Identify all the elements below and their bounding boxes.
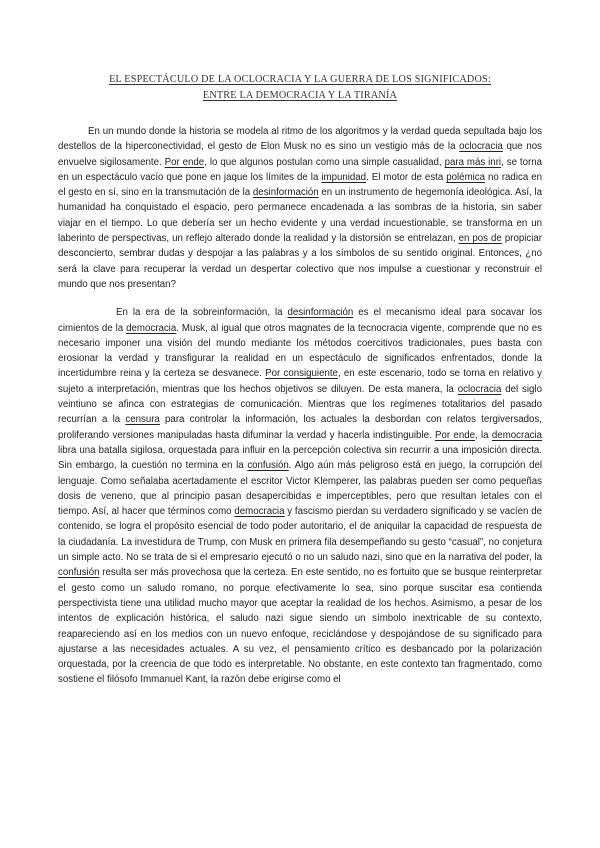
text-run: para controlar la información, los actuales la desbordan con relatos tergiversados, proliferando versiones manipuladas hasta difuminar la verdad y hacerla indistinguible. <box>58 414 542 441</box>
title-line-2: ENTRE LA DEMOCRACIA Y LA TIRANÍA <box>202 90 398 101</box>
underlined-term: desinformación <box>287 307 354 319</box>
document-title <box>60 72 540 104</box>
text-run: propiciar desconcierto, sembrar dudas y despojar a las palabras y a los símbolos de su sentido original. Entonces, ¿no será la clave para recuperar la verdad un despertar colectivo que nos impulse a cuestionar y reconstruir el mundo que nos presentan? <box>58 233 542 290</box>
text-run: En un mundo donde la historia se modela al ritmo de los algoritmos y la verdad queda sepultada bajo los destellos de la hiperconectividad, el gesto de Elon Musk no es sino un vestigio más de la <box>58 126 542 153</box>
paragraph-1 <box>58 124 542 292</box>
underlined-term: confusión <box>247 460 289 472</box>
underlined-term: Por ende <box>435 429 475 441</box>
document-body <box>58 124 542 701</box>
underlined-term: en pos de <box>458 233 502 245</box>
underlined-term: polémica <box>446 171 486 183</box>
text-run: que nos envuelve sigilosamente. <box>58 141 542 168</box>
underlined-term: confusión <box>58 567 100 579</box>
underlined-term: censura <box>125 414 160 426</box>
text-run: resulta ser más provechosa que la certeza. En este sentido, no es fortuito que se busque reinterpretar el gesto como un saludo romano, no porque efectivamente lo sea, sino porque suscitar esa contienda perspectivista tiene una utilidad mucho mayor que aceptar la realidad de los hechos. Asimismo, a pesar de los intentos de explicación histórica, el saludo nazi sigue siendo un símbolo inextricable de su contexto, reapareciendo así en los medios con un nuevo enfoque, reciclándose y despojándose de su significado para ajustarse a las necesidades actuales. A su vez, el pensamiento crítico es desbancado por la polarización orquestada, por la creencia de que todo es interpretable. No obstante, en este contexto tan fragmentado, como sostiene el filósofo Immanuel Kant, la razón debe erigirse como el <box>58 567 542 686</box>
paragraph-2 <box>58 305 542 687</box>
underlined-term: democracia <box>234 506 285 518</box>
text-run: no radica en el gesto en sí, sino en la transmutación de la <box>58 171 542 199</box>
text-run: . Algo aún más peligroso está en juego, la corrupción del lenguaje. Como señalaba acertadamente el escritor Victor Klemperer, las palabras pueden ser como pequeñas dosis de veneno, que al principio pasan desapercibidas e imperceptibles, pero que resultan letales con el tiempo. Así, al hacer que términos como <box>58 460 542 518</box>
text-run: , la <box>475 429 492 441</box>
underlined-term: democracia <box>126 322 177 334</box>
text-run: es el mecanismo ideal para socavar los cimientos de la <box>58 307 542 334</box>
underlined-term: oclocracia <box>459 141 503 153</box>
text-run: libra una batalla sigilosa, orquestada para influir en la percepción colectiva sin recurrir a una imposición directa. Sin embargo, la cuestión no termina en la <box>58 444 542 472</box>
underlined-term: Por consiguiente <box>265 368 338 380</box>
text-run: . El motor de esta <box>366 171 447 183</box>
text-run: en un instrumento de hegemonía ideológica. Así, la humanidad ha conquistado el espacio, pero permanece encadenada a las sombras de la historia, sin saber viajar en el tiempo. Lo que debería ser un hecho evidente y una verdad incuestionable, se transforma en un laberinto de perspectivas, un reflejo alterado donde la realidad y la distorsión se entrelazan, <box>58 187 542 245</box>
underlined-term: para más inri <box>444 156 502 168</box>
underlined-term: impunidad <box>321 171 367 183</box>
text-run: , en este escenario, todo se torna en relativo y sujeto a interpretación, mientras que los hechos objetivos se diluyen. De esta manera, la <box>58 368 542 395</box>
text-run: , lo que algunos postulan como una simple casualidad, <box>204 156 445 168</box>
text-run: , se torna en un espectáculo vacío que pone en jaque los límites de la <box>58 156 542 183</box>
underlined-term: democracia <box>491 429 542 441</box>
text-run: y fascismo pierdan su verdadero significado y se vacíen de contenido, se logra el propósito esencial de todo poder autoritario, el de aniquilar la capacidad de respuesta de la ciudadanía. La investidura de Trump, con Musk en primera fila desempeñando su gesto “casual”, no conjetura un simple acto. No se trata de si el empresario ejecutó o no un saludo nazi, sino que en la narrativa del poder, la <box>58 506 542 564</box>
text-run: . Musk, al igual que otros magnates de la tecnocracia vigente, comprende que no es necesario imponer una visión del mundo mediante los métodos coercitivos tradicionales, pues basta con erosionar la verdad y transfigurar la realidad en un espectáculo de significados enfrentados, donde la incertidumbre reina y la certeza se desvanece. <box>58 322 542 380</box>
underlined-term: Por ende <box>164 156 205 168</box>
text-run: del siglo veintiuno se afinca con estrategias de comunicación. Mientras que los regímenes totalitarios del pasado recurrían a la <box>58 383 542 426</box>
text-run: En la era de la sobreinformación, la <box>116 307 288 319</box>
underlined-term: desinformación <box>252 187 319 199</box>
title-line-1: EL ESPECTÁCULO DE LA OCLOCRACIA Y LA GUERRA DE LOS SIGNIFICADOS: <box>109 74 491 85</box>
underlined-term: oclocracia <box>457 383 502 395</box>
